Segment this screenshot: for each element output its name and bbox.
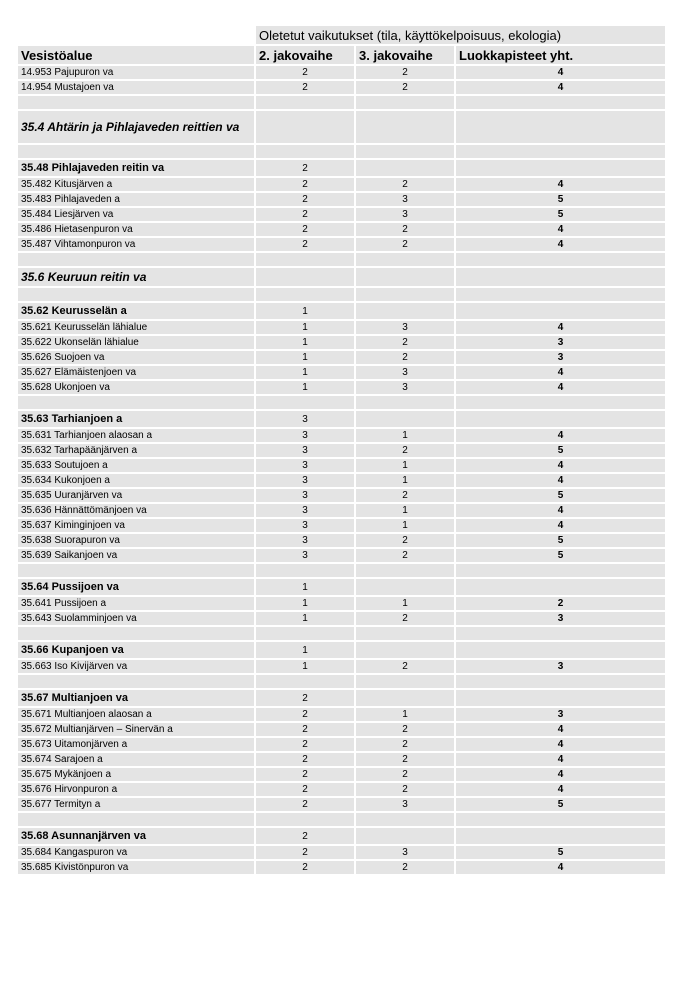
empty-cell xyxy=(355,689,455,707)
area-name: 35.637 Kiminginjoen va xyxy=(17,518,255,533)
empty-cell xyxy=(455,159,666,177)
phase3-value: 1 xyxy=(355,473,455,488)
empty-cell xyxy=(455,641,666,659)
phase2-value: 2 xyxy=(255,845,355,860)
phase3-value: 1 xyxy=(355,518,455,533)
area-name: 14.953 Pajupuron va xyxy=(17,65,255,80)
area-name: 35.675 Mykänjoen a xyxy=(17,767,255,782)
phase3-value: 1 xyxy=(355,707,455,722)
phase3-value: 2 xyxy=(355,722,455,737)
spacer-cell xyxy=(17,144,255,159)
phase3-value: 2 xyxy=(355,782,455,797)
total-points: 4 xyxy=(455,458,666,473)
spacer-cell xyxy=(355,674,455,689)
group-name: 35.48 Pihlajaveden reitin va xyxy=(17,159,255,177)
spacer-cell xyxy=(255,626,355,641)
total-points: 3 xyxy=(455,335,666,350)
area-name: 35.671 Multianjoen alaosan a xyxy=(17,707,255,722)
total-points: 2 xyxy=(455,596,666,611)
phase3-value: 3 xyxy=(355,192,455,207)
phase2-value: 2 xyxy=(255,65,355,80)
table-row xyxy=(17,207,666,222)
area-name: 35.631 Tarhianjoen alaosan a xyxy=(17,428,255,443)
column-header-area: Vesistöalue xyxy=(17,45,255,65)
impact-table xyxy=(16,24,667,876)
spacer-cell xyxy=(17,252,255,267)
spacer-row xyxy=(17,95,666,110)
spacer-cell xyxy=(355,812,455,827)
total-points: 4 xyxy=(455,737,666,752)
table-row xyxy=(17,548,666,563)
spacer-cell xyxy=(355,395,455,410)
table-row xyxy=(17,488,666,503)
phase3-value: 2 xyxy=(355,533,455,548)
area-name: 35.636 Hännättömänjoen va xyxy=(17,503,255,518)
table-row xyxy=(17,350,666,365)
phase2-value: 3 xyxy=(255,548,355,563)
phase3-value: 1 xyxy=(355,458,455,473)
area-name: 35.627 Elämäistenjoen va xyxy=(17,365,255,380)
phase2-value: 3 xyxy=(255,410,355,428)
spacer-row xyxy=(17,144,666,159)
phase2-value: 2 xyxy=(255,192,355,207)
total-points: 5 xyxy=(455,443,666,458)
phase3-value: 2 xyxy=(355,860,455,875)
header-blank-cell xyxy=(17,25,255,45)
total-points: 4 xyxy=(455,177,666,192)
group-row xyxy=(17,410,666,428)
table-row xyxy=(17,192,666,207)
group-row xyxy=(17,159,666,177)
phase2-value: 2 xyxy=(255,222,355,237)
total-points: 3 xyxy=(455,707,666,722)
empty-cell xyxy=(255,110,355,144)
phase2-value: 2 xyxy=(255,827,355,845)
total-points: 3 xyxy=(455,350,666,365)
spacer-cell xyxy=(255,252,355,267)
phase2-value: 2 xyxy=(255,689,355,707)
total-points: 5 xyxy=(455,207,666,222)
phase3-value: 2 xyxy=(355,65,455,80)
phase3-value: 1 xyxy=(355,503,455,518)
section-row xyxy=(17,110,666,144)
area-name: 35.486 Hietasenpuron va xyxy=(17,222,255,237)
area-name: 35.483 Pihlajaveden a xyxy=(17,192,255,207)
phase2-value: 2 xyxy=(255,237,355,252)
group-name: 35.66 Kupanjoen va xyxy=(17,641,255,659)
total-points: 4 xyxy=(455,237,666,252)
phase2-value: 3 xyxy=(255,458,355,473)
spacer-cell xyxy=(455,287,666,302)
impact-table-body xyxy=(17,25,666,875)
total-points: 4 xyxy=(455,365,666,380)
empty-cell xyxy=(455,302,666,320)
total-points: 4 xyxy=(455,428,666,443)
phase2-value: 1 xyxy=(255,596,355,611)
phase3-value: 2 xyxy=(355,222,455,237)
spacer-row xyxy=(17,563,666,578)
area-name: 35.643 Suolamminjoen va xyxy=(17,611,255,626)
empty-cell xyxy=(355,641,455,659)
header-row-columns xyxy=(17,45,666,65)
spacer-cell xyxy=(355,626,455,641)
area-name: 35.684 Kangaspuron va xyxy=(17,845,255,860)
total-points: 4 xyxy=(455,767,666,782)
table-row xyxy=(17,443,666,458)
total-points: 4 xyxy=(455,320,666,335)
phase3-value: 3 xyxy=(355,380,455,395)
total-points: 4 xyxy=(455,752,666,767)
area-name: 35.621 Keurusselän lähialue xyxy=(17,320,255,335)
table-row xyxy=(17,797,666,812)
phase2-value: 2 xyxy=(255,707,355,722)
table-row xyxy=(17,237,666,252)
phase2-value: 2 xyxy=(255,80,355,95)
area-name: 35.626 Suojoen va xyxy=(17,350,255,365)
phase3-value: 1 xyxy=(355,596,455,611)
phase3-value: 3 xyxy=(355,797,455,812)
phase3-value: 2 xyxy=(355,80,455,95)
empty-cell xyxy=(455,110,666,144)
empty-cell xyxy=(355,827,455,845)
group-row xyxy=(17,827,666,845)
phase2-value: 1 xyxy=(255,641,355,659)
phase2-value: 2 xyxy=(255,737,355,752)
total-points: 5 xyxy=(455,797,666,812)
phase2-value: 3 xyxy=(255,428,355,443)
spacer-cell xyxy=(355,144,455,159)
phase3-value: 3 xyxy=(355,365,455,380)
table-row xyxy=(17,767,666,782)
spacer-cell xyxy=(17,812,255,827)
total-points: 4 xyxy=(455,80,666,95)
table-row xyxy=(17,380,666,395)
spacer-cell xyxy=(255,395,355,410)
spacer-cell xyxy=(355,287,455,302)
phase2-value: 2 xyxy=(255,207,355,222)
area-name: 35.632 Tarhapäänjärven a xyxy=(17,443,255,458)
area-name: 35.641 Pussijoen a xyxy=(17,596,255,611)
spacer-row xyxy=(17,395,666,410)
spacer-cell xyxy=(17,674,255,689)
total-points: 4 xyxy=(455,473,666,488)
phase2-value: 2 xyxy=(255,177,355,192)
phase2-value: 1 xyxy=(255,659,355,674)
table-row xyxy=(17,428,666,443)
group-name: 35.63 Tarhianjoen a xyxy=(17,410,255,428)
spacer-cell xyxy=(17,626,255,641)
spacer-cell xyxy=(17,95,255,110)
empty-cell xyxy=(255,267,355,287)
spacer-row xyxy=(17,287,666,302)
phase3-value: 1 xyxy=(355,428,455,443)
empty-cell xyxy=(355,159,455,177)
phase3-value: 2 xyxy=(355,611,455,626)
group-row xyxy=(17,302,666,320)
phase2-value: 3 xyxy=(255,518,355,533)
empty-cell xyxy=(455,267,666,287)
table-row xyxy=(17,845,666,860)
phase2-value: 2 xyxy=(255,782,355,797)
empty-cell xyxy=(355,578,455,596)
spacer-cell xyxy=(17,395,255,410)
table-row xyxy=(17,222,666,237)
area-name: 35.484 Liesjärven va xyxy=(17,207,255,222)
area-name: 35.672 Multianjärven – Sinervän a xyxy=(17,722,255,737)
empty-cell xyxy=(355,302,455,320)
phase3-value: 3 xyxy=(355,320,455,335)
total-points: 5 xyxy=(455,488,666,503)
phase2-value: 1 xyxy=(255,380,355,395)
area-name: 35.677 Termityn a xyxy=(17,797,255,812)
table-row xyxy=(17,659,666,674)
table-row xyxy=(17,458,666,473)
table-row xyxy=(17,473,666,488)
spacer-cell xyxy=(455,395,666,410)
phase3-value: 2 xyxy=(355,350,455,365)
area-name: 35.639 Saikanjoen va xyxy=(17,548,255,563)
total-points: 4 xyxy=(455,380,666,395)
table-row xyxy=(17,65,666,80)
group-name: 35.62 Keurusselän a xyxy=(17,302,255,320)
table-row xyxy=(17,860,666,875)
area-name: 35.482 Kitusjärven a xyxy=(17,177,255,192)
phase2-value: 3 xyxy=(255,503,355,518)
phase3-value: 3 xyxy=(355,207,455,222)
area-name: 35.634 Kukonjoen a xyxy=(17,473,255,488)
total-points: 4 xyxy=(455,518,666,533)
area-name: 35.635 Uuranjärven va xyxy=(17,488,255,503)
phase3-value: 2 xyxy=(355,659,455,674)
table-row xyxy=(17,503,666,518)
phase2-value: 1 xyxy=(255,335,355,350)
area-name: 35.628 Ukonjoen va xyxy=(17,380,255,395)
phase2-value: 2 xyxy=(255,752,355,767)
phase2-value: 1 xyxy=(255,578,355,596)
spacer-cell xyxy=(255,674,355,689)
table-row xyxy=(17,518,666,533)
spacer-cell xyxy=(255,563,355,578)
area-name: 35.638 Suorapuron va xyxy=(17,533,255,548)
phase2-value: 1 xyxy=(255,365,355,380)
empty-cell xyxy=(355,110,455,144)
table-row xyxy=(17,707,666,722)
table-row xyxy=(17,737,666,752)
total-points: 4 xyxy=(455,782,666,797)
empty-cell xyxy=(455,827,666,845)
group-name: 35.68 Asunnanjärven va xyxy=(17,827,255,845)
phase3-value: 2 xyxy=(355,488,455,503)
group-name: 35.67 Multianjoen va xyxy=(17,689,255,707)
section-title: 35.6 Keuruun reitin va xyxy=(17,267,255,287)
spacer-row xyxy=(17,626,666,641)
area-name: 35.676 Hirvonpuron a xyxy=(17,782,255,797)
total-points: 4 xyxy=(455,503,666,518)
area-name: 35.663 Iso Kivijärven va xyxy=(17,659,255,674)
table-row xyxy=(17,177,666,192)
area-name: 35.622 Ukonselän lähialue xyxy=(17,335,255,350)
phase2-value: 2 xyxy=(255,722,355,737)
spacer-row xyxy=(17,674,666,689)
spacer-cell xyxy=(455,674,666,689)
spacer-cell xyxy=(355,563,455,578)
total-points: 4 xyxy=(455,860,666,875)
spacer-cell xyxy=(455,812,666,827)
spacer-cell xyxy=(455,563,666,578)
table-row xyxy=(17,365,666,380)
spacer-cell xyxy=(355,252,455,267)
total-points: 4 xyxy=(455,222,666,237)
spacer-cell xyxy=(455,252,666,267)
phase2-value: 2 xyxy=(255,860,355,875)
table-row xyxy=(17,722,666,737)
spacer-row xyxy=(17,252,666,267)
phase3-value: 2 xyxy=(355,767,455,782)
table-row xyxy=(17,752,666,767)
spacer-cell xyxy=(255,812,355,827)
empty-cell xyxy=(455,689,666,707)
empty-cell xyxy=(455,410,666,428)
total-points: 3 xyxy=(455,659,666,674)
table-row xyxy=(17,611,666,626)
empty-cell xyxy=(455,578,666,596)
group-row xyxy=(17,578,666,596)
header-group-title: Oletetut vaikutukset (tila, käyttökelpoisuus, ekologia) xyxy=(255,25,666,45)
header-row-group xyxy=(17,25,666,45)
phase2-value: 1 xyxy=(255,320,355,335)
area-name: 35.674 Sarajoen a xyxy=(17,752,255,767)
section-title: 35.4 Ahtärin ja Pihlajaveden reittien va xyxy=(17,110,255,144)
table-row xyxy=(17,782,666,797)
phase2-value: 1 xyxy=(255,302,355,320)
area-name: 35.487 Vihtamonpuron va xyxy=(17,237,255,252)
column-header-phase2: 2. jakovaihe xyxy=(255,45,355,65)
phase3-value: 2 xyxy=(355,335,455,350)
table-row xyxy=(17,320,666,335)
phase3-value: 2 xyxy=(355,177,455,192)
phase3-value: 2 xyxy=(355,752,455,767)
table-row xyxy=(17,335,666,350)
phase2-value: 2 xyxy=(255,767,355,782)
column-header-phase3: 3. jakovaihe xyxy=(355,45,455,65)
phase2-value: 2 xyxy=(255,159,355,177)
spacer-cell xyxy=(455,95,666,110)
total-points: 5 xyxy=(455,845,666,860)
phase3-value: 3 xyxy=(355,845,455,860)
group-row xyxy=(17,689,666,707)
empty-cell xyxy=(355,410,455,428)
phase2-value: 3 xyxy=(255,443,355,458)
table-row xyxy=(17,533,666,548)
phase2-value: 3 xyxy=(255,488,355,503)
table-row xyxy=(17,80,666,95)
total-points: 5 xyxy=(455,533,666,548)
spacer-cell xyxy=(255,95,355,110)
phase2-value: 1 xyxy=(255,611,355,626)
area-name: 35.673 Uitamonjärven a xyxy=(17,737,255,752)
column-header-total: Luokkapisteet yht. xyxy=(455,45,666,65)
spacer-cell xyxy=(17,287,255,302)
phase2-value: 3 xyxy=(255,533,355,548)
table-row xyxy=(17,596,666,611)
phase3-value: 2 xyxy=(355,237,455,252)
phase2-value: 3 xyxy=(255,473,355,488)
total-points: 4 xyxy=(455,722,666,737)
area-name: 35.685 Kivistönpuron va xyxy=(17,860,255,875)
spacer-cell xyxy=(255,287,355,302)
phase2-value: 1 xyxy=(255,350,355,365)
empty-cell xyxy=(355,267,455,287)
phase2-value: 2 xyxy=(255,797,355,812)
spacer-cell xyxy=(455,144,666,159)
total-points: 5 xyxy=(455,192,666,207)
phase3-value: 2 xyxy=(355,737,455,752)
spacer-cell xyxy=(17,563,255,578)
area-name: 14.954 Mustajoen va xyxy=(17,80,255,95)
section-row xyxy=(17,267,666,287)
spacer-row xyxy=(17,812,666,827)
spacer-cell xyxy=(355,95,455,110)
area-name: 35.633 Soutujoen a xyxy=(17,458,255,473)
spacer-cell xyxy=(255,144,355,159)
total-points: 5 xyxy=(455,548,666,563)
group-name: 35.64 Pussijoen va xyxy=(17,578,255,596)
total-points: 4 xyxy=(455,65,666,80)
total-points: 3 xyxy=(455,611,666,626)
phase3-value: 2 xyxy=(355,443,455,458)
group-row xyxy=(17,641,666,659)
spacer-cell xyxy=(455,626,666,641)
phase3-value: 2 xyxy=(355,548,455,563)
